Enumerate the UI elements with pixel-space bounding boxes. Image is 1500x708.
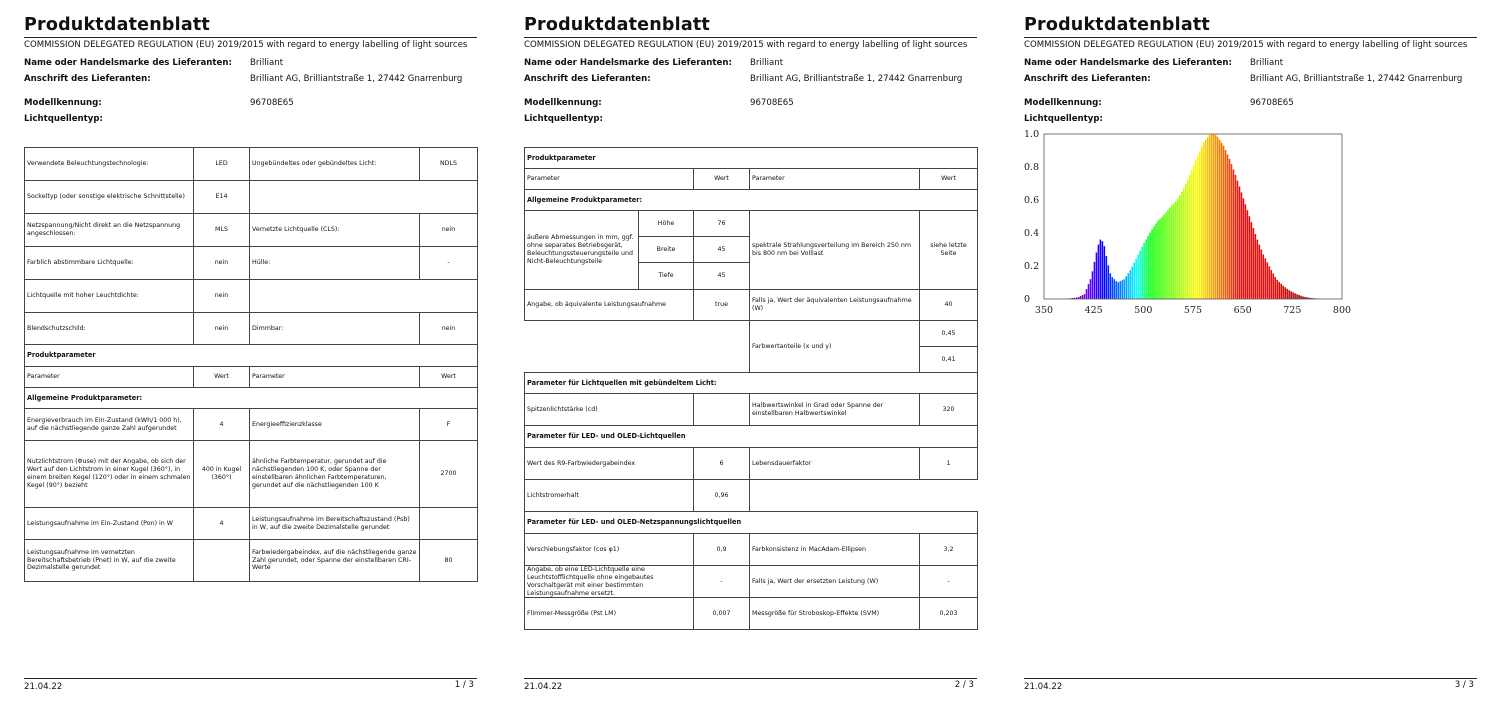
- table-cell: Ungebündeltes oder gebündeltes Licht:: [250, 148, 420, 181]
- table-cell: Dimmbar:: [250, 313, 420, 345]
- spectrum-bar: [1203, 142, 1205, 299]
- dimension-label: Breite: [639, 237, 694, 263]
- table-row: [25, 409, 478, 441]
- spectrum-bar: [1263, 254, 1265, 299]
- spectrum-bar: [1082, 295, 1084, 299]
- table-cell: 2700: [420, 441, 478, 508]
- column-header: Wert: [420, 367, 478, 388]
- spectrum-bar: [1211, 134, 1213, 299]
- spectrum-bar: [1227, 154, 1229, 299]
- table-cell: Falls ja, Wert der ersetzten Leistung (W): [750, 566, 920, 598]
- spectrum-bar: [1229, 159, 1231, 299]
- spectrum-bar: [1118, 282, 1120, 299]
- spectrum-bar: [1278, 282, 1280, 299]
- spectrum-bar: [1173, 203, 1175, 299]
- model-label: Modellkennung:: [524, 98, 602, 108]
- y-tick-label: 0: [1024, 294, 1031, 305]
- spectrum-bar: [1153, 226, 1155, 299]
- spectrum-bar: [1080, 296, 1082, 299]
- model-value: 96708E65: [750, 98, 794, 108]
- table-cell: -: [420, 247, 478, 280]
- section-header: Parameter für LED- und OLED-Lichtquellen: [525, 426, 978, 448]
- spectrum-bar: [1090, 279, 1092, 299]
- spectrum-bar: [1171, 205, 1173, 299]
- spectrum-bar: [1223, 146, 1225, 299]
- table-row: [25, 214, 478, 247]
- address-value: Brilliant AG, Brilliantstraße 1, 27442 Gnarrenburg: [250, 74, 463, 84]
- table-cell: true: [694, 290, 750, 321]
- table-cell: Energieverbrauch im Ein-Zustand (kWh/1 000 h), auf die nächstliegende ganze Zahl aufgerundet: [25, 409, 194, 441]
- model-label: Modellkennung:: [24, 98, 102, 108]
- spectrum-bar: [1135, 259, 1137, 299]
- spectrum-bar: [1286, 289, 1288, 299]
- spectrum-bar: [1086, 289, 1088, 299]
- spectrum-bar: [1102, 241, 1104, 299]
- spectrum-bar: [1300, 296, 1302, 299]
- spectrum-bar: [1177, 199, 1179, 299]
- spectrum-bar: [1241, 192, 1243, 299]
- section-header-row: [525, 190, 978, 211]
- column-header: Wert: [194, 367, 250, 388]
- x-tick-label: 350: [1034, 305, 1054, 316]
- spectrum-bar: [1100, 240, 1102, 299]
- table-row: [25, 148, 478, 181]
- spectrum-bar: [1215, 135, 1217, 299]
- section-header: Produktparameter: [525, 148, 978, 169]
- spectrum-bar: [1261, 250, 1263, 300]
- spectral-distribution-chart: [1024, 124, 1364, 319]
- y-tick-label: 0.6: [1024, 195, 1040, 206]
- address-value: Brilliant AG, Brilliantstraße 1, 27442 Gnarrenburg: [750, 74, 963, 84]
- datasheet-page-3: [1024, 0, 1477, 708]
- page-title: Produktdatenblatt: [524, 15, 710, 35]
- model-value: 96708E65: [250, 98, 294, 108]
- spectrum-bar: [1137, 255, 1139, 299]
- table-cell: 0,41: [920, 347, 978, 373]
- spectrum-bar: [1114, 279, 1116, 299]
- spectrum-bar: [1181, 192, 1183, 299]
- spectrum-bar: [1131, 267, 1133, 299]
- table-cell: Spitzenlichtstärke (cd): [525, 394, 694, 426]
- spectrum-bar: [1129, 270, 1131, 299]
- dimension-value: 76: [694, 211, 750, 237]
- table-row: [525, 480, 978, 512]
- section-header: Parameter für LED- und OLED-Netzspannungslichtquellen: [525, 512, 978, 534]
- section-header: Produktparameter: [25, 345, 478, 367]
- table-cell: 320: [920, 394, 978, 426]
- x-tick-label: 650: [1233, 305, 1252, 316]
- spectrum-bar: [1272, 273, 1274, 299]
- table-cell: Leistungsaufnahme im Ein-Zustand (Pon) in W: [25, 508, 194, 540]
- spectrum-bar: [1147, 236, 1149, 299]
- section-header-row: [25, 345, 478, 367]
- supplier-value: Brilliant: [750, 58, 784, 68]
- spectrum-bar: [1270, 270, 1272, 299]
- supplier-value: Brilliant: [1250, 58, 1284, 68]
- datasheet-page-1: [24, 0, 477, 708]
- footer-rule: [1024, 678, 1477, 679]
- table-cell: Energieeffizienzklasse: [250, 409, 420, 441]
- spectrum-bar: [1191, 170, 1193, 299]
- spectrum-bar: [1199, 151, 1201, 299]
- table-cell: Angabe, ob eine LED-Lichtquelle eine Leuchtstofflichtquelle ohne eingebautes Vorschaltgerät mit einer bestimmten Leistungsaufnahme ersetzt.: [525, 566, 694, 598]
- spectrum-bar: [1255, 234, 1257, 299]
- spectrum-bar: [1157, 221, 1159, 299]
- spectrum-bar: [1098, 245, 1100, 299]
- table-cell: 40: [920, 290, 978, 321]
- parameter-table: [24, 147, 478, 582]
- blank-cell: [525, 321, 750, 373]
- column-header: Parameter: [25, 367, 194, 388]
- section-header-row: [525, 426, 978, 448]
- table-cell: siehe letzte Seite: [920, 211, 978, 290]
- spectrum-bar: [1296, 294, 1298, 299]
- table-cell: Blendschutzschild:: [25, 313, 194, 345]
- spectrum-bar: [1116, 281, 1118, 299]
- model-value: 96708E65: [1250, 98, 1294, 108]
- type-label: Lichtquellentyp:: [524, 114, 603, 124]
- spectrum-bar: [1209, 135, 1211, 299]
- spectrum-bar: [1133, 263, 1135, 299]
- table-row: [525, 566, 978, 598]
- table-cell: 0,9: [694, 534, 750, 566]
- section-header-row: [25, 388, 478, 409]
- spectrum-bar: [1165, 212, 1167, 299]
- spectrum-bar: [1193, 165, 1195, 299]
- spectrum-bar: [1233, 169, 1235, 299]
- page-title: Produktdatenblatt: [1024, 15, 1210, 35]
- table-cell: Farbwiedergabeindex, auf die nächstliegende ganze Zahl gerundet, oder Spanne der einstellbaren CRI-Werte: [250, 540, 420, 582]
- table-row: [25, 247, 478, 280]
- spectrum-bar: [1141, 247, 1143, 299]
- regulation-text: COMMISSION DELEGATED REGULATION (EU) 2019/2015 with regard to energy labelling of light sources: [24, 40, 468, 50]
- table-cell: Flimmer-Messgröße (Pst LM): [525, 598, 694, 630]
- spectrum-bar: [1292, 292, 1294, 299]
- table-cell: Netzspannung/Nicht direkt an die Netzspannung angeschlossen:: [25, 214, 194, 247]
- spectrum-bar: [1195, 160, 1197, 299]
- table-cell: Farbwertanteile (x und y): [750, 321, 920, 373]
- column-header-row: [25, 367, 478, 388]
- table-cell: -: [694, 566, 750, 598]
- section-header: Parameter für Lichtquellen mit gebündeltem Licht:: [525, 373, 978, 394]
- spectrum-bar: [1163, 215, 1165, 299]
- y-tick-label: 0.2: [1024, 261, 1040, 272]
- section-header: Allgemeine Produktparameter:: [525, 190, 978, 211]
- footer-date: 21.04.22: [524, 682, 563, 692]
- spectrum-bar: [1298, 295, 1300, 299]
- spectrum-bar: [1225, 150, 1227, 299]
- spectrum-bar: [1265, 258, 1267, 299]
- spectrum-bar: [1119, 281, 1121, 299]
- table-row: [525, 394, 978, 426]
- spectrum-bar: [1108, 265, 1110, 299]
- page-number: 3 / 3: [1454, 680, 1474, 690]
- spectrum-bar: [1284, 287, 1286, 299]
- spectrum-bar: [1106, 256, 1108, 299]
- spectrum-bar: [1247, 210, 1249, 299]
- section-header-row: [525, 148, 978, 169]
- spectrum-bar: [1267, 262, 1269, 299]
- spectrum-bar: [1249, 216, 1251, 299]
- column-header: Wert: [694, 169, 750, 190]
- table-cell: F: [420, 409, 478, 441]
- spectrum-bar: [1125, 276, 1127, 299]
- table-cell: Vernetzte Lichtquelle (CLS):: [250, 214, 420, 247]
- spectrum-bar: [1290, 291, 1292, 299]
- type-label: Lichtquellentyp:: [24, 114, 103, 124]
- table-cell: MLS: [194, 214, 250, 247]
- spectrum-bar: [1274, 277, 1276, 299]
- table-cell: Wert des R9-Farbwiedergabeindex: [525, 448, 694, 480]
- address-label: Anschrift des Lieferanten:: [524, 74, 651, 84]
- spectrum-bar: [1123, 279, 1125, 299]
- page-title: Produktdatenblatt: [24, 15, 210, 35]
- footer-rule: [524, 678, 977, 679]
- y-tick-label: 1.0: [1024, 129, 1040, 140]
- table-row: [25, 181, 478, 214]
- spectrum-bar: [1187, 180, 1189, 299]
- dimension-label: Höhe: [639, 211, 694, 237]
- spectrum-bar: [1143, 243, 1145, 299]
- footer-rule: [24, 678, 477, 679]
- table-cell: Farblich abstimmbare Lichtquelle:: [25, 247, 194, 280]
- spectrum-bar: [1189, 175, 1191, 299]
- table-row: [525, 321, 978, 347]
- table-cell: nein: [420, 313, 478, 345]
- spectrum-bar: [1179, 195, 1181, 299]
- table-cell: Lebensdauerfaktor: [750, 448, 920, 480]
- blank-cell: [750, 480, 978, 512]
- table-row: [25, 540, 478, 582]
- table-cell: -: [920, 566, 978, 598]
- regulation-text: COMMISSION DELEGATED REGULATION (EU) 2019/2015 with regard to energy labelling of light sources: [1024, 40, 1468, 50]
- spectrum-bar: [1197, 156, 1199, 299]
- spectrum-bar: [1257, 240, 1259, 299]
- column-header: Parameter: [250, 367, 420, 388]
- table-cell: nein: [194, 280, 250, 313]
- address-label: Anschrift des Lieferanten:: [1024, 74, 1151, 84]
- supplier-label: Name oder Handelsmarke des Lieferanten:: [24, 58, 232, 68]
- spectrum-bar: [1139, 251, 1141, 299]
- section-header: Allgemeine Produktparameter:: [25, 388, 478, 409]
- spectrum-bar: [1259, 245, 1261, 299]
- table-cell: nein: [420, 214, 478, 247]
- spectrum-bar: [1110, 273, 1112, 299]
- spectrum-bar: [1237, 181, 1239, 299]
- table-cell: Leistungsaufnahme im vernetzten Bereitschaftsbetrieb (Pnet) in W, auf die zweite Dezimalstelle gerundet: [25, 540, 194, 582]
- footer-date: 21.04.22: [1024, 682, 1063, 692]
- table-row: [525, 598, 978, 630]
- spectrum-bar: [1145, 239, 1147, 299]
- table-cell: E14: [194, 181, 250, 214]
- column-header: Parameter: [750, 169, 920, 190]
- spectrum-bar: [1155, 223, 1157, 299]
- table-cell: Leistungsaufnahme im Bereitschaftszustand (Psb) in W, auf die zweite Dezimalstelle gerundet: [250, 508, 420, 540]
- table-row: [25, 313, 478, 345]
- table-cell: Messgröße für Stroboskop-Effekte (SVM): [750, 598, 920, 630]
- table-cell: 0,203: [920, 598, 978, 630]
- spectrum-bar: [1183, 188, 1185, 299]
- spectrum-bar: [1169, 207, 1171, 299]
- section-header-row: [525, 512, 978, 534]
- table-cell: [420, 508, 478, 540]
- spectrum-bar: [1161, 217, 1163, 299]
- table-cell: [194, 540, 250, 582]
- spectrum-bar: [1127, 273, 1129, 299]
- spectrum-bar: [1219, 140, 1221, 299]
- spectrum-bar: [1205, 140, 1207, 299]
- spectrum-bar: [1231, 164, 1233, 299]
- table-cell: 400 in Kugel (360°): [194, 441, 250, 508]
- section-header-row: [525, 373, 978, 394]
- table-cell: 80: [420, 540, 478, 582]
- table-cell: [250, 280, 478, 313]
- dimension-value: 45: [694, 263, 750, 290]
- table-cell: ähnliche Farbtemperatur, gerundet auf die nächstliegenden 100 K, oder Spanne der einstellbaren ähnlichen Farbtemperaturen, gerundet auf die nächstliegenden 100 K: [250, 441, 420, 508]
- table-cell: 4: [194, 508, 250, 540]
- regulation-text: COMMISSION DELEGATED REGULATION (EU) 2019/2015 with regard to energy labelling of light sources: [524, 40, 968, 50]
- spectrum-bar: [1245, 204, 1247, 299]
- type-label: Lichtquellentyp:: [1024, 114, 1103, 124]
- spectrum-bar: [1268, 266, 1270, 299]
- spectrum-bar: [1251, 222, 1253, 299]
- column-header: Wert: [920, 169, 978, 190]
- column-header: Parameter: [525, 169, 694, 190]
- spectrum-bar: [1276, 280, 1278, 299]
- table-cell: Angabe, ob äquivalente Leistungsaufnahme: [525, 290, 694, 321]
- page-number: 2 / 3: [954, 680, 974, 690]
- table-cell: 3,2: [920, 534, 978, 566]
- datasheet-page-2: [524, 0, 977, 708]
- column-header-row: [525, 169, 978, 190]
- spectrum-bar: [1151, 229, 1153, 299]
- x-tick-label: 575: [1183, 305, 1203, 316]
- footer-date: 21.04.22: [24, 682, 63, 692]
- spectrum-bar: [1084, 294, 1086, 299]
- table-cell: [694, 394, 750, 426]
- table-cell: 0,96: [694, 480, 750, 512]
- table-cell: 0,45: [920, 321, 978, 347]
- table-cell: Lichtstromerhalt: [525, 480, 694, 512]
- spectrum-bar: [1294, 293, 1296, 299]
- table-cell: 4: [194, 409, 250, 441]
- spectrum-bar: [1221, 143, 1223, 299]
- spectrum-bar: [1175, 201, 1177, 299]
- supplier-label: Name oder Handelsmarke des Lieferanten:: [1024, 58, 1232, 68]
- supplier-value: Brilliant: [250, 58, 284, 68]
- spectrum-bar: [1213, 134, 1215, 299]
- table-cell: 6: [694, 448, 750, 480]
- spectrum-fill: [1066, 134, 1322, 299]
- spectrum-bar: [1207, 137, 1209, 299]
- table-cell: LED: [194, 148, 250, 181]
- table-row: [25, 441, 478, 508]
- table-cell: 1: [920, 448, 978, 480]
- table-cell: nein: [194, 313, 250, 345]
- spectrum-bar: [1121, 280, 1123, 299]
- title-rule: [1024, 37, 1477, 38]
- spectrum-bar: [1282, 286, 1284, 299]
- spectrum-bar: [1096, 252, 1098, 299]
- x-tick-label: 425: [1084, 305, 1103, 316]
- x-tick-label: 800: [1332, 305, 1352, 316]
- spectrum-bar: [1094, 262, 1096, 299]
- address-value: Brilliant AG, Brilliantstraße 1, 27442 Gnarrenburg: [1250, 74, 1463, 84]
- spectrum-bar: [1159, 219, 1161, 299]
- table-cell: äußere Abmessungen in mm, ggf. ohne separates Betriebsgerät, Beleuchtungssteuerungsteile und Nicht-Beleuchtungsteile: [525, 211, 639, 290]
- spectrum-bar: [1280, 284, 1282, 299]
- spectrum-bar: [1149, 233, 1151, 299]
- table-row: [25, 280, 478, 313]
- x-tick-label: 500: [1134, 305, 1153, 316]
- table-cell: NDLS: [420, 148, 478, 181]
- table-cell: Nutzlichtstrom (Φuse) mit der Angabe, ob sich der Wert auf den Lichtstrom in einer Kugel (360°), in einem breiten Kegel (120°) oder in einem schmalen Kegel (90°) bezieht: [25, 441, 194, 508]
- spectrum-bar: [1243, 198, 1245, 299]
- table-cell: Verwendete Beleuchtungstechnologie:: [25, 148, 194, 181]
- spectrum-bar: [1201, 147, 1203, 299]
- spectrum-bar: [1235, 175, 1237, 299]
- parameter-table: [524, 147, 978, 630]
- x-tick-label: 725: [1283, 305, 1302, 316]
- spectrum-bar: [1217, 137, 1219, 299]
- spectrum-bar: [1185, 184, 1187, 299]
- supplier-label: Name oder Handelsmarke des Lieferanten:: [524, 58, 732, 68]
- table-row: [525, 534, 978, 566]
- table-cell: spektrale Strahlungsverteilung im Bereich 250 nm bis 800 nm bei Volllast: [750, 211, 920, 290]
- table-cell: Falls ja, Wert der äquivalenten Leistungsaufnahme (W): [750, 290, 920, 321]
- table-cell: [250, 181, 478, 214]
- table-cell: Lichtquelle mit hoher Leuchtdichte:: [25, 280, 194, 313]
- title-rule: [524, 37, 977, 38]
- page-number: 1 / 3: [454, 680, 474, 690]
- spectrum-bar: [1088, 284, 1090, 299]
- spectrum-bar: [1092, 271, 1094, 299]
- table-row: [525, 448, 978, 480]
- spectrum-bar: [1288, 290, 1290, 299]
- model-label: Modellkennung:: [1024, 98, 1102, 108]
- table-cell: 0,007: [694, 598, 750, 630]
- dimension-value: 45: [694, 237, 750, 263]
- address-label: Anschrift des Lieferanten:: [24, 74, 151, 84]
- spectrum-bar: [1104, 246, 1106, 299]
- table-cell: nein: [194, 247, 250, 280]
- table-row: [525, 211, 978, 237]
- table-cell: Farbkonsistenz in MacAdam-Ellipsen: [750, 534, 920, 566]
- spectrum-bar: [1253, 228, 1255, 299]
- table-cell: Sockeltyp (oder sonstige elektrische Schnittstelle): [25, 181, 194, 214]
- spectrum-bar: [1112, 277, 1114, 299]
- table-cell: Hülle:: [250, 247, 420, 280]
- spectrum-bar: [1239, 186, 1241, 299]
- table-row: [525, 290, 978, 321]
- y-tick-label: 0.8: [1024, 162, 1040, 173]
- table-cell: Halbwertswinkel in Grad oder Spanne der einstellbaren Halbwertswinkel: [750, 394, 920, 426]
- table-cell: Verschiebungsfaktor (cos φ1): [525, 534, 694, 566]
- dimension-label: Tiefe: [639, 263, 694, 290]
- table-row: [25, 508, 478, 540]
- title-rule: [24, 37, 477, 38]
- y-tick-label: 0.4: [1024, 228, 1040, 239]
- spectrum-bar: [1167, 210, 1169, 299]
